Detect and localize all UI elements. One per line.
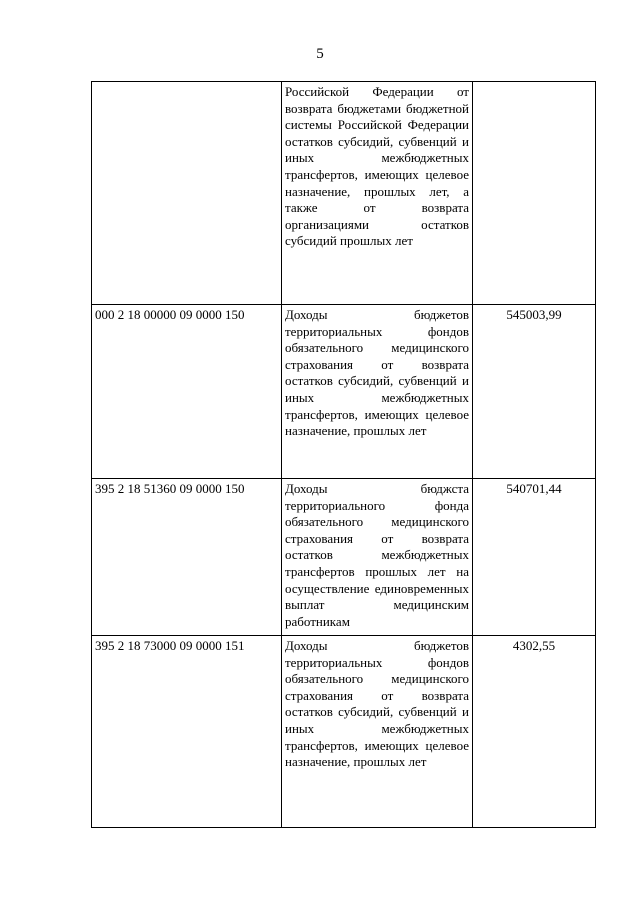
income-name-cell: Доходы бюджста территориального фонда обязательного медицинского страхования от возврата остатков межбюджетных трансфертов прошлых лет на осуществление единовременных выплат медицинским работникам <box>282 479 473 636</box>
income-name-cell: Доходы бюджетов территориальных фондов обязательного медицинского страхования от возврата остатков субсидий, субвенций и иных межбюджетных трансфертов, имеющих целевое назначение, прошлых лет <box>282 305 473 479</box>
table-row <box>92 636 596 828</box>
budget-code-cell: 000 2 18 00000 09 0000 150 <box>92 305 282 479</box>
budget-code-cell: 395 2 18 51360 09 0000 150 <box>92 479 282 636</box>
amount-cell <box>473 82 596 305</box>
amount-cell: 540701,44 <box>473 479 596 636</box>
budget-code-cell: 395 2 18 73000 09 0000 151 <box>92 636 282 828</box>
income-name-cell: Российской Федерации от возврата бюджетами бюджетной системы Российской Федерации остатков субсидий, субвенций и иных межбюджетных трансфертов, имеющих целевое назначение, прошлых лет, а также от возврата организациями остатков субсидий прошлых лет <box>282 82 473 305</box>
income-name-cell: Доходы бюджетов территориальных фондов обязательного медицинского страхования от возврата остатков субсидий, субвенций и иных межбюджетных трансфертов, имеющих целевое назначение, прошлых лет <box>282 636 473 828</box>
budget-income-table <box>91 81 596 828</box>
amount-cell: 4302,55 <box>473 636 596 828</box>
table-row <box>92 479 596 636</box>
budget-code-cell <box>92 82 282 305</box>
page-number: 5 <box>316 46 324 62</box>
table-row <box>92 305 596 479</box>
amount-cell: 545003,99 <box>473 305 596 479</box>
table-row <box>92 82 596 305</box>
